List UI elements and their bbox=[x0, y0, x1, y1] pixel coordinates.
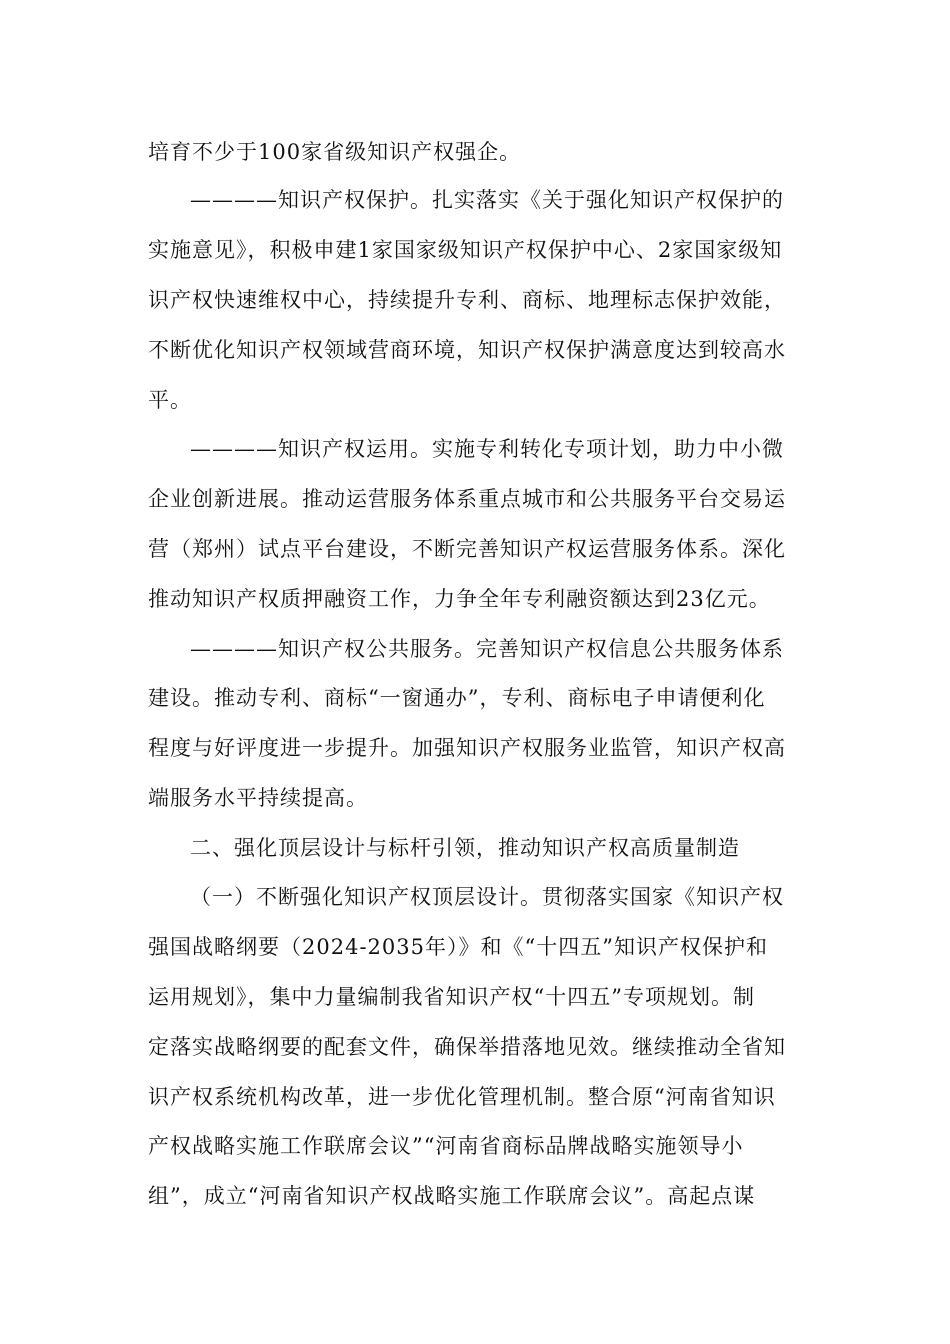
paragraph-ip-public-service: ————知识产权公共服务。完善知识产权信息公共服务体系 bbox=[190, 637, 784, 661]
paragraph-ip-use: ————知识产权运用。实施专利转化专项计划，助力中小微 bbox=[190, 437, 784, 461]
section-heading: 二、强化顶层设计与标杆引领，推动知识产权高质量制造 bbox=[190, 836, 740, 860]
text-line: 产权战略实施工作联席会议”“河南省商标品牌战略实施领导小 bbox=[148, 1134, 744, 1158]
text-line: 运用规划》，集中力量编制我省知识产权“十四五”专项规划。制 bbox=[148, 985, 755, 1009]
text-line: 企业创新进展。推动运营服务体系重点城市和公共服务平台交易运 bbox=[148, 487, 786, 511]
text-line: 实施意见》，积极申建1家国家级知识产权保护中心、2家国家级知 bbox=[148, 238, 783, 262]
text-line: 定落实战略纲要的配套文件，确保举措落地见效。继续推动全省知 bbox=[148, 1035, 786, 1059]
paragraph-ip-protection: ————知识产权保护。扎实落实《关于强化知识产权保护的 bbox=[190, 188, 784, 212]
text-line: 营（郑州）试点平台建设，不断完善知识产权运营服务体系。深化 bbox=[148, 537, 786, 561]
text-line: 识产权快速维权中心，持续提升专利、商标、地理标志保护效能， bbox=[148, 288, 786, 312]
text-line: 平。 bbox=[148, 388, 192, 412]
text-line: 建设。推动专利、商标“一窗通办”，专利、商标电子申请便利化 bbox=[148, 686, 766, 710]
text-line: 端服务水平持续提高。 bbox=[148, 786, 368, 810]
paragraph-top-design: （一）不断强化知识产权顶层设计。贯彻落实国家《知识产权 bbox=[190, 885, 784, 909]
text-line: 程度与好评度进一步提升。加强知识产权服务业监管，知识产权高 bbox=[148, 736, 786, 760]
text-line: 培育不少于100家省级知识产权强企。 bbox=[148, 140, 522, 164]
text-line: 强国战略纲要（2024-2035年）》和《“十四五”知识产权保护和 bbox=[148, 935, 768, 959]
text-line: 组”，成立“河南省知识产权战略实施工作联席会议”。高起点谋 bbox=[148, 1184, 756, 1208]
text-line: 不断优化知识产权领域营商环境，知识产权保护满意度达到较高水 bbox=[148, 338, 786, 362]
text-line: 推动知识产权质押融资工作，力争全年专利融资额达到23亿元。 bbox=[148, 587, 771, 611]
text-line: 识产权系统机构改革，进一步优化管理机制。整合原“河南省知识 bbox=[148, 1085, 776, 1109]
